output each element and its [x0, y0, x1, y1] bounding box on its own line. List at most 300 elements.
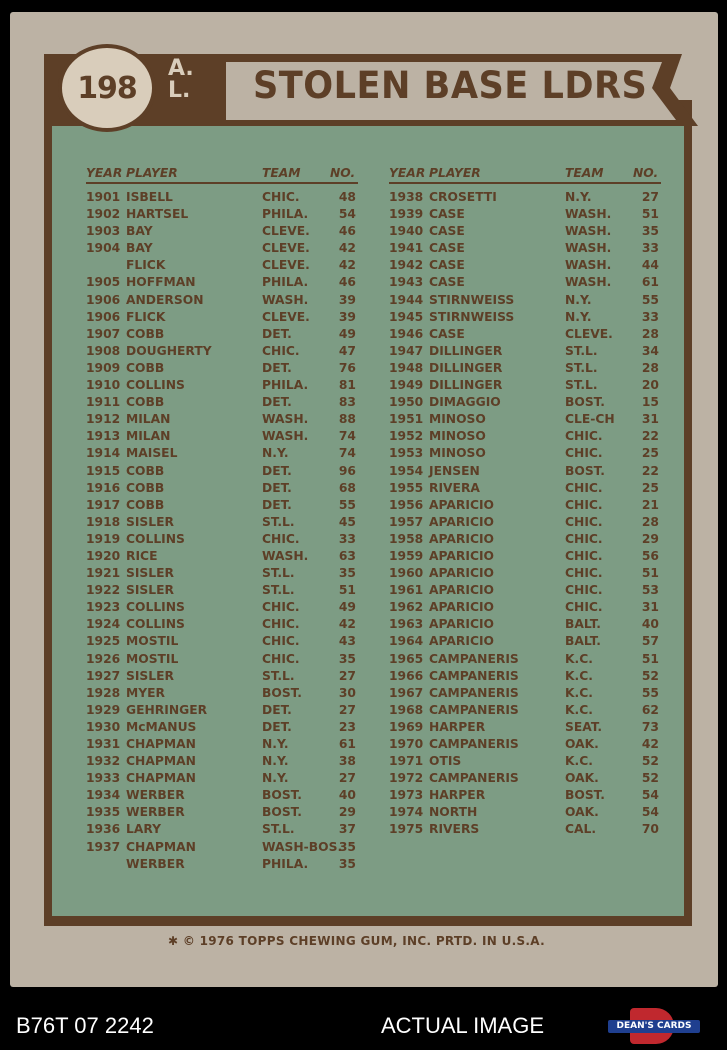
row-player: MINOSO — [429, 446, 486, 461]
table-row — [389, 753, 661, 770]
row-team: N.Y. — [262, 754, 289, 769]
row-player: DILLINGER — [429, 343, 503, 358]
row-year: 1968 — [389, 702, 424, 717]
row-player: HARPER — [429, 788, 486, 803]
row-player: APARICIO — [429, 548, 495, 563]
row-number: 55 — [338, 497, 356, 512]
table-row — [389, 206, 661, 223]
row-team: WASH. — [262, 292, 309, 307]
row-number: 74 — [338, 446, 356, 461]
row-player: GEHRINGER — [126, 702, 208, 717]
table-row — [86, 223, 358, 240]
row-number: 74 — [338, 429, 356, 444]
row-player: MINOSO — [429, 429, 486, 444]
table-row — [389, 582, 661, 599]
row-team: DET. — [262, 326, 292, 341]
table-row — [389, 343, 661, 360]
row-year: 1933 — [86, 771, 121, 786]
row-team: K.C. — [565, 685, 593, 700]
row-year: 1960 — [389, 566, 424, 581]
table-row — [389, 599, 661, 616]
row-year: 1943 — [389, 275, 424, 290]
row-number: 28 — [641, 326, 659, 341]
row-number: 35 — [338, 856, 356, 871]
deans-cards-logo — [608, 1008, 700, 1044]
row-year: 1902 — [86, 207, 121, 222]
row-number: 27 — [338, 702, 356, 717]
row-year: 1912 — [86, 412, 121, 427]
row-team: CHIC. — [565, 429, 603, 444]
row-player: CAMPANERIS — [429, 668, 519, 683]
row-number: 61 — [641, 275, 659, 290]
row-team: BALT. — [565, 617, 601, 632]
row-year: 1914 — [86, 446, 121, 461]
row-player: ANDERSON — [126, 292, 204, 307]
table-row — [86, 599, 358, 616]
row-year: 1949 — [389, 378, 424, 393]
table-row — [86, 257, 358, 274]
row-year: 1963 — [389, 617, 424, 632]
row-team: CLEVE. — [565, 326, 613, 341]
row-year: 1950 — [389, 395, 424, 410]
row-player: CASE — [429, 258, 465, 273]
row-year: 1911 — [86, 395, 121, 410]
table-row — [389, 223, 661, 240]
table-row — [86, 736, 358, 753]
row-year: 1922 — [86, 583, 121, 598]
row-team: CHIC. — [262, 651, 300, 666]
row-player: MILAN — [126, 429, 171, 444]
row-number: 73 — [641, 719, 659, 734]
row-team: CHIC. — [565, 566, 603, 581]
row-number: 22 — [641, 429, 659, 444]
header-no: NO. — [330, 166, 356, 180]
row-year: 1928 — [86, 685, 121, 700]
table-row — [86, 292, 358, 309]
row-number: 29 — [641, 531, 659, 546]
row-player: FLICK — [126, 258, 166, 273]
row-year: 1937 — [86, 839, 121, 854]
row-player: CROSETTI — [429, 190, 497, 204]
row-number: 52 — [641, 771, 659, 786]
row-number: 54 — [641, 788, 659, 803]
row-year: 1973 — [389, 788, 424, 803]
row-player: MOSTIL — [126, 634, 179, 649]
actual-image-label: ACTUAL IMAGE — [381, 1013, 544, 1038]
row-number: 39 — [338, 292, 356, 307]
table-row — [86, 753, 358, 770]
row-team: BOST. — [262, 788, 302, 803]
row-year: 1948 — [389, 360, 424, 375]
row-year: 1921 — [86, 566, 121, 581]
row-team: BOST. — [565, 395, 605, 410]
row-player: APARICIO — [429, 566, 495, 581]
row-team: ST.L. — [262, 822, 295, 837]
row-year: 1924 — [86, 617, 121, 632]
row-number: 30 — [338, 685, 356, 700]
row-team: DET. — [262, 497, 292, 512]
row-year: 1966 — [389, 668, 424, 683]
row-year: 1923 — [86, 600, 121, 615]
row-number: 34 — [641, 343, 659, 358]
row-player: COBB — [126, 360, 165, 375]
table-row — [389, 497, 661, 514]
row-team: WASH-BOS. — [262, 839, 343, 854]
row-year: 1961 — [389, 583, 424, 598]
table-header — [86, 166, 358, 184]
baseball-icon — [58, 44, 156, 132]
row-year: 1964 — [389, 634, 424, 649]
table-row — [86, 240, 358, 257]
row-player: BAY — [126, 241, 153, 256]
row-number: 43 — [338, 634, 356, 649]
table-row — [86, 189, 358, 206]
row-number: 49 — [338, 600, 356, 615]
row-number: 42 — [338, 258, 356, 273]
row-team: BOST. — [262, 685, 302, 700]
row-number: 53 — [641, 583, 659, 598]
table-row — [86, 702, 358, 719]
row-number: 25 — [641, 446, 659, 461]
row-number: 46 — [338, 224, 356, 239]
row-team: K.C. — [565, 702, 593, 717]
row-number: 29 — [338, 805, 356, 820]
table-row — [389, 326, 661, 343]
row-number: 63 — [338, 548, 356, 563]
row-year: 1959 — [389, 548, 424, 563]
row-team: WASH. — [565, 207, 612, 222]
table-row — [389, 651, 661, 668]
table-row — [86, 445, 358, 462]
logo-text: DEAN'S CARDS — [608, 1020, 700, 1033]
row-team: CLEVE. — [262, 241, 310, 256]
row-number: 27 — [338, 668, 356, 683]
row-number: 35 — [338, 651, 356, 666]
row-team: N.Y. — [565, 309, 592, 324]
row-year: 1931 — [86, 737, 121, 751]
row-team: PHILA. — [262, 207, 309, 222]
row-player: SISLER — [126, 566, 174, 581]
table-row — [389, 616, 661, 633]
row-year: 1974 — [389, 805, 424, 820]
table-row — [389, 309, 661, 326]
row-year: 1919 — [86, 531, 121, 546]
row-player: MAISEL — [126, 446, 178, 461]
row-year: 1958 — [389, 531, 424, 546]
table-row — [86, 377, 358, 394]
row-team: ST.L. — [565, 343, 598, 358]
row-team: CHIC. — [565, 583, 603, 598]
row-year: 1932 — [86, 754, 121, 769]
card-title: STOLEN BASE LDRS — [253, 64, 648, 107]
row-player: CASE — [429, 224, 465, 239]
table-row — [86, 309, 358, 326]
row-player: McMANUS — [126, 719, 197, 734]
row-number: 83 — [338, 395, 356, 410]
row-team: N.Y. — [262, 737, 289, 751]
row-player: CAMPANERIS — [429, 651, 519, 666]
table-row — [389, 804, 661, 821]
row-year: 1925 — [86, 634, 121, 649]
table-header — [389, 166, 661, 184]
row-player: SISLER — [126, 583, 174, 598]
header-team: TEAM — [262, 166, 301, 180]
row-player: COLLINS — [126, 378, 185, 393]
table-row — [86, 616, 358, 633]
row-player: CAMPANERIS — [429, 737, 519, 751]
row-player: CASE — [429, 241, 465, 256]
row-team: CAL. — [565, 822, 597, 837]
row-year: 1907 — [86, 326, 121, 341]
table-row — [86, 497, 358, 514]
row-year: 1957 — [389, 514, 424, 529]
table-row — [389, 394, 661, 411]
table-row — [389, 411, 661, 428]
row-number: 46 — [338, 275, 356, 290]
row-player: RIVERS — [429, 822, 480, 837]
row-number: 55 — [641, 292, 659, 307]
row-year: 1906 — [86, 309, 121, 324]
row-year: 1920 — [86, 548, 121, 563]
row-team: DET. — [262, 360, 292, 375]
row-number: 45 — [338, 514, 356, 529]
row-year: 1927 — [86, 668, 121, 683]
table-row — [389, 292, 661, 309]
table-row — [86, 668, 358, 685]
table-row — [389, 274, 661, 291]
row-player: COBB — [126, 395, 165, 410]
row-team: PHILA. — [262, 378, 309, 393]
row-year: 1901 — [86, 190, 121, 204]
row-team: N.Y. — [565, 292, 592, 307]
table-row — [86, 856, 358, 873]
row-number: 20 — [641, 378, 659, 393]
table-row — [86, 343, 358, 360]
row-team: CHIC. — [262, 617, 300, 632]
row-number: 81 — [338, 378, 356, 393]
row-player: COBB — [126, 463, 165, 478]
row-player: CHAPMAN — [126, 771, 196, 786]
row-year: 1941 — [389, 241, 424, 256]
row-team: CHIC. — [262, 531, 300, 546]
row-player: SISLER — [126, 514, 174, 529]
row-number: 49 — [338, 326, 356, 341]
row-team: CHIC. — [565, 497, 603, 512]
row-player: COBB — [126, 497, 165, 512]
row-player: COLLINS — [126, 531, 185, 546]
row-year: 1947 — [389, 343, 424, 358]
table-row — [86, 548, 358, 565]
table-row — [86, 326, 358, 343]
row-player: STIRNWEISS — [429, 309, 515, 324]
row-player: RICE — [126, 548, 158, 563]
row-number: 35 — [338, 566, 356, 581]
row-player: ISBELL — [126, 190, 173, 204]
row-player: RIVERA — [429, 480, 480, 495]
row-year: 1906 — [86, 292, 121, 307]
row-team: CHIC. — [262, 634, 300, 649]
row-year: 1952 — [389, 429, 424, 444]
row-player: CHAPMAN — [126, 737, 196, 751]
table-row — [389, 240, 661, 257]
row-team: ST.L. — [565, 360, 598, 375]
row-year: 1916 — [86, 480, 121, 495]
row-team: WASH. — [262, 429, 309, 444]
table-row — [86, 804, 358, 821]
row-year: 1945 — [389, 309, 424, 324]
row-player: APARICIO — [429, 600, 495, 615]
row-year: 1936 — [86, 822, 121, 837]
row-player: HARTSEL — [126, 207, 189, 222]
row-year: 1956 — [389, 497, 424, 512]
row-team: CHIC. — [565, 600, 603, 615]
row-number: 76 — [338, 360, 356, 375]
row-player: WERBER — [126, 788, 185, 803]
row-number: 70 — [641, 822, 659, 837]
row-team: K.C. — [565, 668, 593, 683]
row-team: CLE-CH — [565, 412, 615, 427]
table-row — [86, 428, 358, 445]
row-year: 1929 — [86, 702, 121, 717]
table-row — [389, 668, 661, 685]
row-number: 38 — [338, 754, 356, 769]
row-number: 28 — [641, 514, 659, 529]
row-player: CAMPANERIS — [429, 771, 519, 786]
row-year: 1944 — [389, 292, 424, 307]
table-row — [389, 445, 661, 462]
row-team: WASH. — [565, 275, 612, 290]
row-year: 1951 — [389, 412, 424, 427]
row-number: 54 — [641, 805, 659, 820]
row-player: APARICIO — [429, 583, 495, 598]
row-team: CHIC. — [262, 343, 300, 358]
table-row — [389, 514, 661, 531]
row-team: BALT. — [565, 634, 601, 649]
row-player: HOFFMAN — [126, 275, 196, 290]
row-number: 55 — [641, 685, 659, 700]
row-year: 1917 — [86, 497, 121, 512]
row-team: CHIC. — [565, 548, 603, 563]
row-player: BAY — [126, 224, 153, 239]
row-number: 27 — [338, 771, 356, 786]
row-year: 1954 — [389, 463, 424, 478]
table-row — [389, 702, 661, 719]
row-team: DET. — [262, 463, 292, 478]
table-row — [389, 685, 661, 702]
row-player: APARICIO — [429, 497, 495, 512]
row-number: 21 — [641, 497, 659, 512]
row-player: APARICIO — [429, 514, 495, 529]
row-number: 42 — [338, 617, 356, 632]
row-number: 31 — [641, 412, 659, 427]
row-year: 1955 — [389, 480, 424, 495]
row-year: 1903 — [86, 224, 121, 239]
row-number: 40 — [338, 788, 356, 803]
table-row — [86, 565, 358, 582]
row-number: 47 — [338, 343, 356, 358]
row-number: 68 — [338, 480, 356, 495]
row-player: DILLINGER — [429, 360, 503, 375]
row-team: ST.L. — [565, 378, 598, 393]
row-player: CASE — [429, 207, 465, 222]
table-row — [86, 821, 358, 838]
card-number: 198 — [77, 70, 137, 106]
row-number: 51 — [641, 566, 659, 581]
row-year: 1942 — [389, 258, 424, 273]
row-team: K.C. — [565, 651, 593, 666]
row-number: 51 — [338, 583, 356, 598]
row-number: 22 — [641, 463, 659, 478]
table-row — [86, 787, 358, 804]
row-team: DET. — [262, 719, 292, 734]
row-number: 61 — [338, 737, 356, 751]
table-row — [86, 685, 358, 702]
table-row — [86, 463, 358, 480]
row-team: DET. — [262, 702, 292, 717]
row-player: COLLINS — [126, 600, 185, 615]
table-row — [86, 839, 358, 856]
table-row — [389, 787, 661, 804]
row-number: 52 — [641, 668, 659, 683]
row-player: CASE — [429, 326, 465, 341]
row-team: CHIC. — [262, 600, 300, 615]
row-number: 62 — [641, 702, 659, 717]
row-team: WASH. — [262, 412, 309, 427]
row-player: APARICIO — [429, 531, 495, 546]
row-team: OAK. — [565, 805, 599, 820]
row-year: 1930 — [86, 719, 121, 734]
row-team: BOST. — [565, 788, 605, 803]
row-player: SISLER — [126, 668, 174, 683]
row-year: 1969 — [389, 719, 424, 734]
table-row — [389, 428, 661, 445]
row-year: 1965 — [389, 651, 424, 666]
row-year: 1971 — [389, 754, 424, 769]
table-row — [86, 531, 358, 548]
header-year: YEAR — [389, 166, 426, 180]
row-number: 96 — [338, 463, 356, 478]
row-team: OAK. — [565, 737, 599, 751]
table-row — [389, 531, 661, 548]
row-player: APARICIO — [429, 617, 495, 632]
row-year: 1913 — [86, 429, 121, 444]
table-row — [389, 463, 661, 480]
table-row — [389, 189, 661, 206]
row-player: OTIS — [429, 754, 462, 769]
row-team: CLEVE. — [262, 258, 310, 273]
row-team: BOST. — [262, 805, 302, 820]
row-team: DET. — [262, 480, 292, 495]
row-number: 33 — [338, 531, 356, 546]
row-team: CLEVE. — [262, 224, 310, 239]
row-year: 1934 — [86, 788, 121, 803]
row-year: 1953 — [389, 446, 424, 461]
table-row — [86, 514, 358, 531]
row-team: CHIC. — [565, 531, 603, 546]
table-row — [389, 548, 661, 565]
table-row — [86, 651, 358, 668]
table-row — [86, 360, 358, 377]
header-year: YEAR — [86, 166, 123, 180]
row-player: JENSEN — [429, 463, 480, 478]
header-no: NO. — [633, 166, 659, 180]
row-number: 42 — [641, 737, 659, 751]
row-team: BOST. — [565, 463, 605, 478]
row-number: 51 — [641, 651, 659, 666]
table-row — [389, 719, 661, 736]
row-year: 1946 — [389, 326, 424, 341]
row-team: N.Y. — [262, 446, 289, 461]
